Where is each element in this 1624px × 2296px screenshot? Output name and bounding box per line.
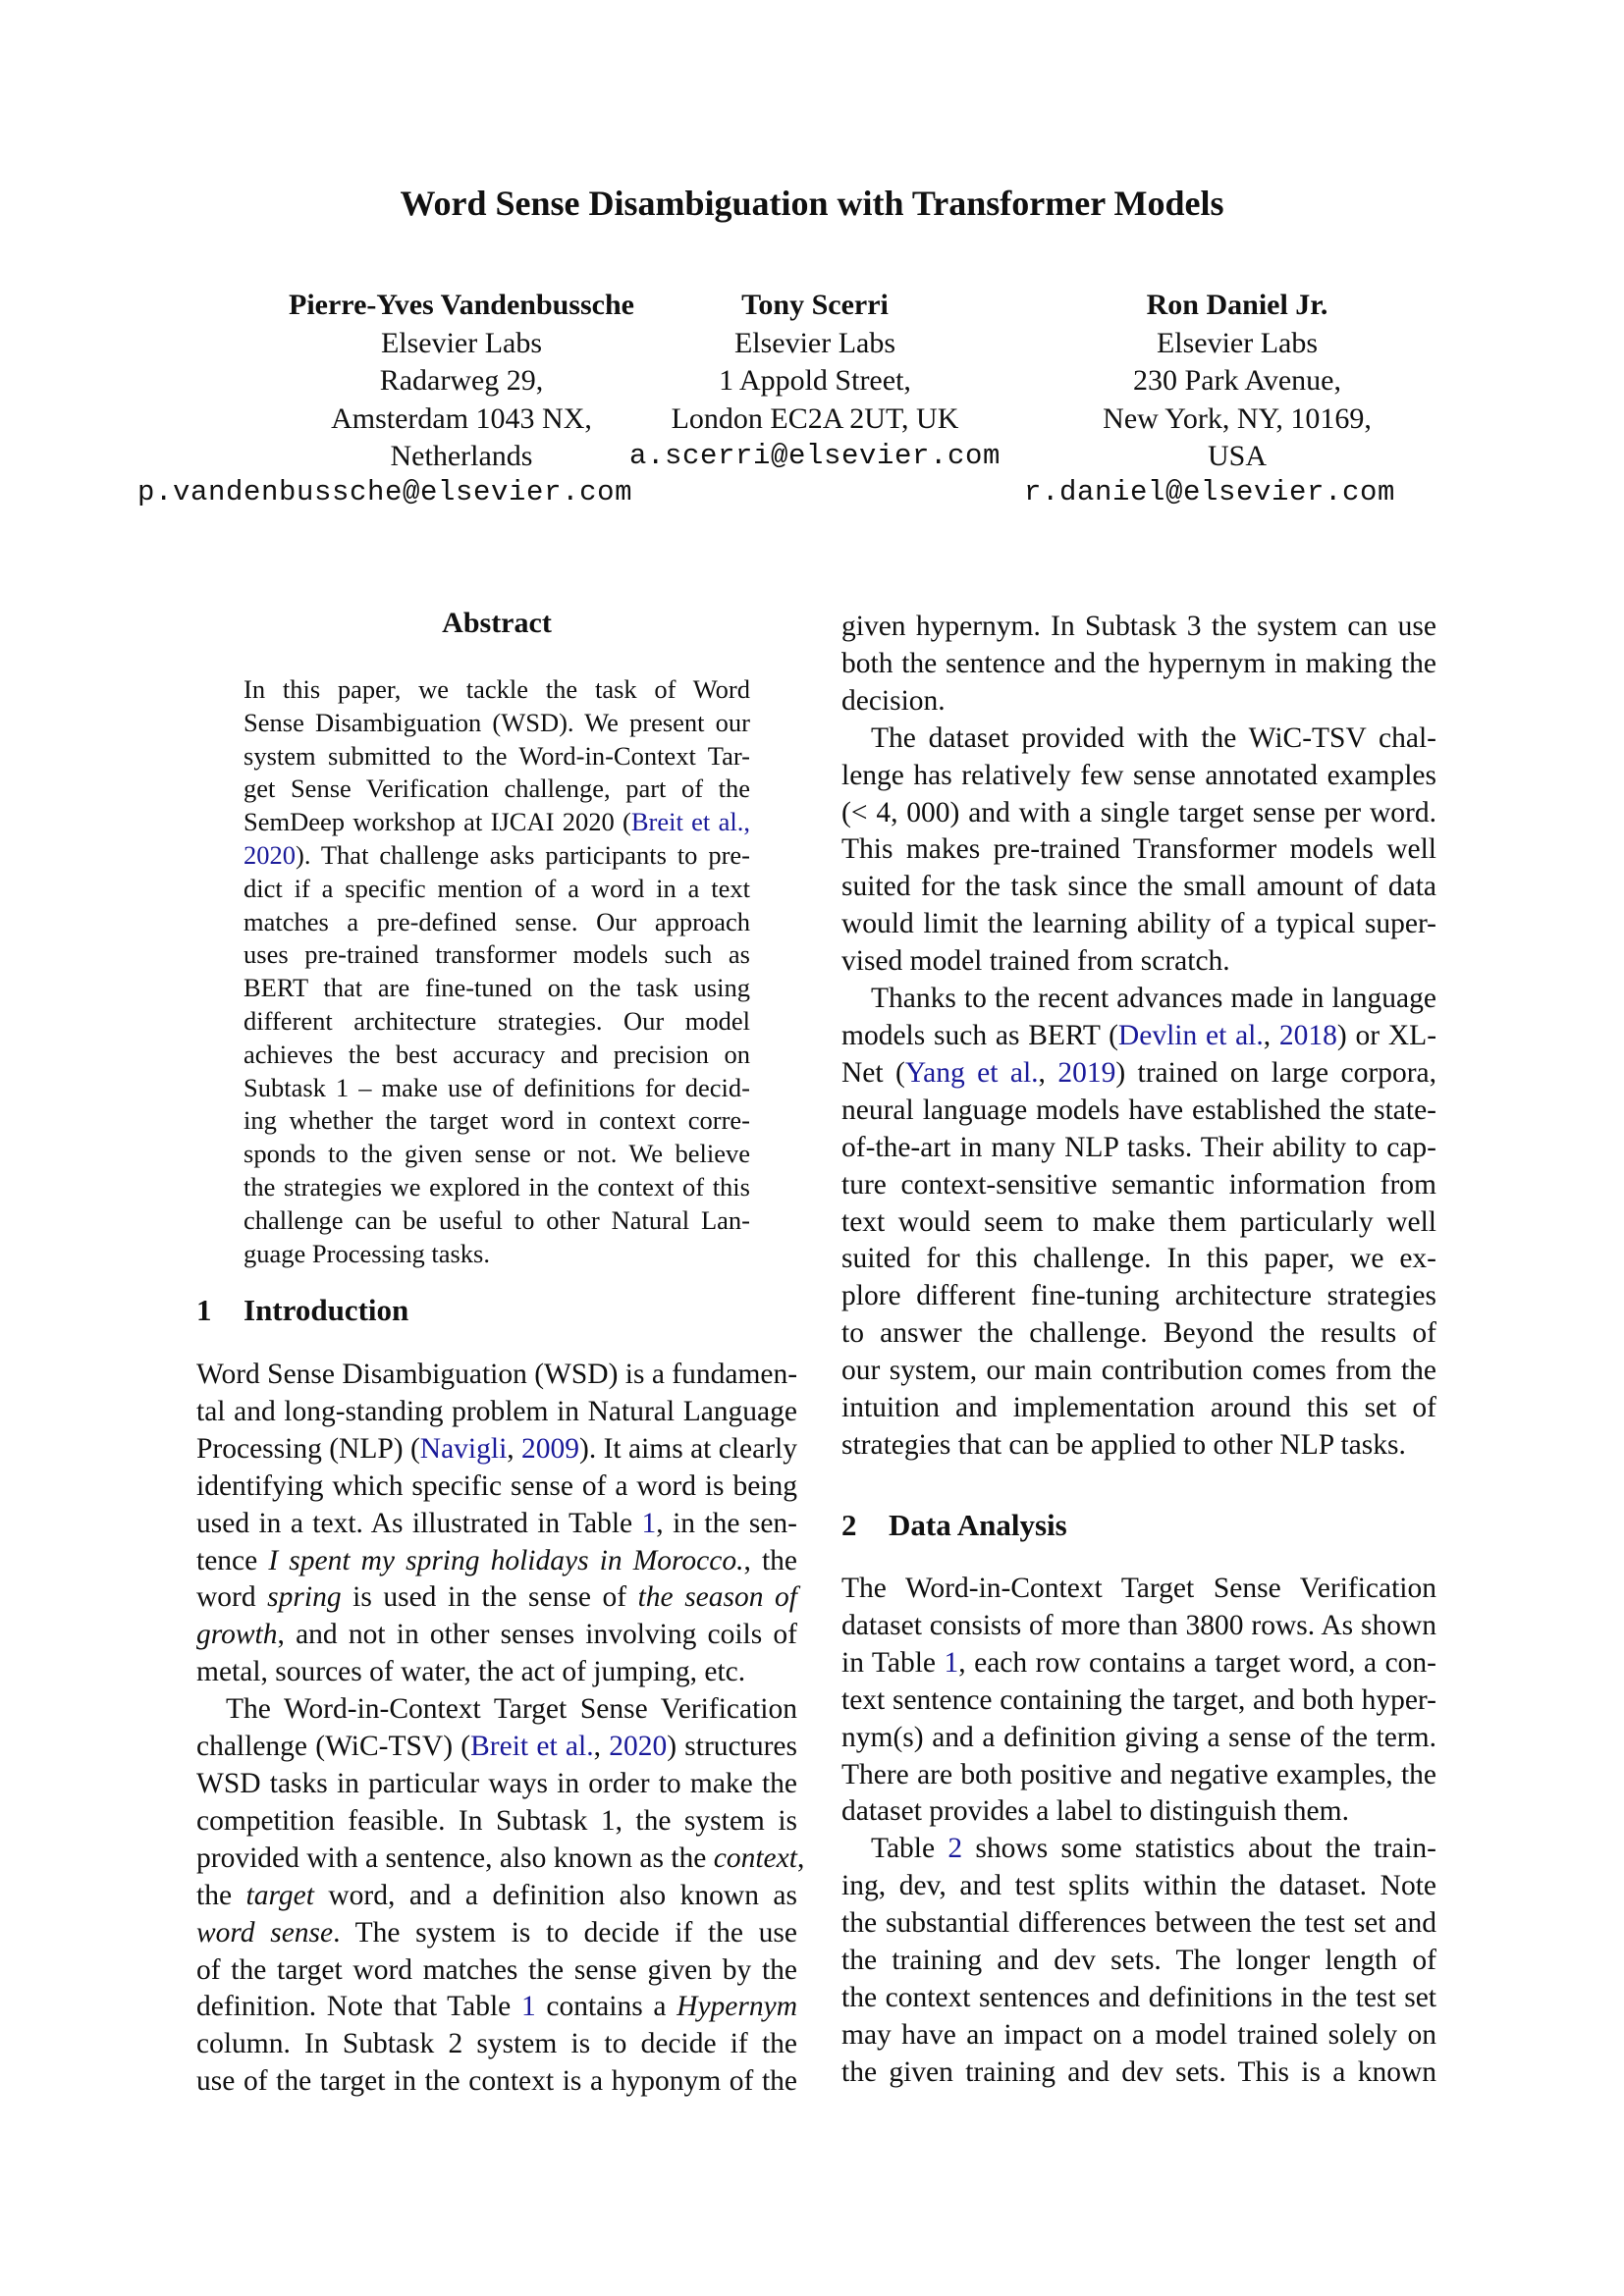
abstract-line: get Sense Verification challenge, part of the	[244, 774, 750, 804]
citation-link[interactable]: 2020	[244, 839, 296, 870]
text: ,	[796, 1842, 805, 1874]
text-line: ing, dev, and test splits within the dataset. Note	[841, 1870, 1436, 1902]
abstract-line: Sense Disambiguation (WSD). We present our	[244, 707, 750, 737]
text-line: use of the target in the context is a hyponym of the	[196, 2065, 797, 2098]
section-heading-introduction	[196, 1293, 408, 1328]
citation-link[interactable]: 2018	[1278, 1019, 1337, 1051]
text-line: This makes pre-trained Transformer models well	[841, 833, 1436, 866]
author-address-line: 230 Park Avenue,	[1133, 364, 1341, 397]
author-address-line: 1 Appold Street,	[719, 364, 911, 397]
text: used in a text. As illustrated in Table	[196, 1507, 642, 1539]
text-line	[196, 1915, 797, 1952]
text: ) trained on large corpora,	[1115, 1056, 1437, 1089]
section-number: 1	[196, 1293, 212, 1327]
table-ref-link[interactable]: 2	[947, 1833, 963, 1865]
text-line: vised model trained from scratch.	[841, 945, 1230, 978]
italic-text: growth	[196, 1619, 278, 1651]
abstract-line: sponds to the given sense or not. We believe	[244, 1139, 750, 1169]
text: models such as BERT (	[841, 1019, 1118, 1051]
citation-link[interactable]: Breit et al.,	[630, 807, 750, 837]
abstract-line: BERT that are fine-tuned on the task using	[244, 973, 750, 1003]
citation-link[interactable]: Devlin et al.	[1117, 1019, 1264, 1051]
italic-text: the season of	[637, 1581, 797, 1614]
text-line	[841, 1645, 1436, 1682]
author-email[interactable]: r.daniel@elsevier.com	[1024, 476, 1396, 508]
text-line	[196, 1841, 805, 1878]
text-line: text sentence containing the target, and both hyper-	[841, 1683, 1436, 1716]
text-line: metal, sources of water, the act of jumping, etc.	[196, 1656, 746, 1688]
text-line: The dataset provided with the WiC-TSV chal-	[871, 721, 1436, 754]
author-address-line: Radarweg 29,	[379, 364, 544, 397]
section-number: 2	[841, 1508, 857, 1542]
abstract-line: ing whether the target word in context corre-	[244, 1105, 750, 1136]
text-line: of the target word matches the sense given by the	[196, 1953, 797, 1986]
text-line: (< 4, 000) and with a single target sense per word.	[841, 796, 1436, 828]
citation-link[interactable]: 2020	[609, 1731, 668, 1763]
text-line: ture context-sensitive semantic information from	[841, 1168, 1436, 1201]
text-line: the given training and dev sets. This is a known	[841, 2056, 1436, 2088]
left-column-text	[196, 1357, 805, 2101]
citation-link[interactable]: Breit et al.	[470, 1731, 594, 1763]
author-block-3	[982, 287, 1492, 476]
author-name: Ron Daniel Jr.	[1146, 289, 1328, 321]
table-ref-link[interactable]: 1	[520, 1991, 536, 2023]
text: tence	[196, 1544, 269, 1576]
text-line: tal and long-standing problem in Natural Language	[196, 1395, 797, 1427]
text-line: column. In Subtask 2 system is to decide if the	[196, 2028, 797, 2060]
text-line: our system, our main contribution comes from the	[841, 1355, 1436, 1387]
author-address-line: Amsterdam 1043 NX,	[331, 401, 592, 435]
text-line: dataset provides a label to distinguish them.	[841, 1795, 1349, 1828]
abstract-line: achieves the best accuracy and precision on	[244, 1039, 750, 1069]
text: , and not in other senses involving coils of	[277, 1619, 797, 1651]
abstract-line: different architecture strategies. Our model	[244, 1005, 750, 1036]
abstract-line: the strategies we explored in the context of this	[244, 1171, 750, 1201]
text-line	[841, 1055, 1436, 1093]
author-affiliation: Elsevier Labs	[380, 326, 543, 359]
table-ref-link[interactable]: 1	[641, 1507, 657, 1539]
citation-link[interactable]: Navigli	[419, 1432, 508, 1465]
text-line: lenge has relatively few sense annotated examples	[841, 759, 1436, 791]
text: provided with a sentence, also known as the	[196, 1842, 714, 1874]
text-line	[196, 1878, 797, 1915]
text-line: the training and dev sets. The longer length of	[841, 1945, 1436, 1977]
author-address-line: London EC2A 2UT, UK	[671, 401, 959, 435]
text: ,	[593, 1731, 610, 1763]
text: is used in the sense of	[341, 1581, 638, 1614]
abstract-line	[244, 839, 750, 873]
author-name: Pierre-Yves Vandenbussche	[289, 289, 634, 321]
text-line	[196, 1617, 797, 1654]
text-line: of-the-art in many NLP tasks. Their ability to cap-	[841, 1131, 1436, 1163]
text-line: suited for this challenge. In this paper, we ex-	[841, 1243, 1436, 1275]
section-heading-data-analysis	[841, 1508, 1067, 1543]
text-line	[196, 1431, 797, 1468]
text-line: strategies that can be applied to other NLP tasks.	[841, 1428, 1406, 1461]
text-line: competition feasible. In Subtask 1, the system is	[196, 1804, 797, 1837]
text-line	[196, 1989, 797, 2026]
text: definition. Note that Table	[196, 1991, 521, 2023]
text-line: The Word-in-Context Target Sense Verification	[226, 1693, 797, 1726]
italic-text: context	[713, 1842, 797, 1874]
author-email[interactable]: a.scerri@elsevier.com	[628, 440, 1001, 472]
abstract-heading: Abstract	[442, 607, 552, 639]
abstract-line: system submitted to the Word-in-Context Tar-	[244, 740, 750, 771]
text-line: intuition and implementation around this set of	[841, 1392, 1436, 1424]
text: . The system is to decide if the use	[333, 1916, 797, 1949]
text-line: plore different fine-tuning architecture strategies	[841, 1280, 1436, 1312]
italic-text: target	[245, 1879, 314, 1911]
text: ) structures	[667, 1731, 797, 1763]
author-affiliation: Elsevier Labs	[733, 326, 896, 359]
text-line: Word Sense Disambiguation (WSD) is a fundamen-	[196, 1359, 798, 1390]
abstract-line: Subtask 1 – make use of definitions for decid-	[244, 1072, 750, 1102]
abstract-line: guage Processing tasks.	[244, 1238, 490, 1268]
text: ,	[507, 1432, 522, 1465]
text-line: identifying which specific sense of a word is being	[196, 1469, 797, 1502]
italic-text: spring	[267, 1581, 342, 1614]
text-line: would limit the learning ability of a typical super-	[841, 908, 1436, 940]
table-ref-link[interactable]: 1	[944, 1646, 959, 1679]
text-line	[196, 1579, 797, 1617]
citation-link[interactable]: 2009	[521, 1432, 580, 1465]
text: shows some statistics about the train-	[962, 1833, 1436, 1865]
italic-text: Hypernym	[677, 1991, 798, 2023]
text: ,	[1263, 1019, 1279, 1051]
text: ,	[1038, 1056, 1058, 1089]
italic-text: I spent my spring holidays in Morocco.	[268, 1544, 744, 1576]
text-line: may have an impact on a model trained solely on	[841, 2018, 1436, 2051]
abstract-line: matches a pre-defined sense. Our approach	[244, 906, 750, 936]
author-name: Tony Scerri	[741, 289, 889, 321]
author-address-line: New York, NY, 10169,	[1103, 401, 1372, 435]
text-line: text would seem to make them particularly well	[841, 1205, 1436, 1238]
text-line: given hypernym. In Subtask 3 the system can use	[841, 611, 1436, 642]
text: , each row contains a target word, a con-	[958, 1646, 1436, 1679]
text: contains a	[535, 1991, 677, 2023]
text-line: neural language models have established the state-	[841, 1094, 1436, 1126]
author-address-line: Netherlands	[390, 440, 533, 472]
text: Net (	[841, 1056, 905, 1089]
text: , the	[743, 1544, 797, 1576]
section-title: Introduction	[244, 1293, 409, 1327]
text-line	[196, 1543, 797, 1580]
data-analysis-text	[841, 1571, 1436, 2092]
text-line	[196, 1729, 797, 1766]
text-line: suited for the task since the small amount of data	[841, 871, 1436, 903]
text-line: dataset consists of more than 3800 rows. As shown	[841, 1609, 1436, 1641]
text: word	[196, 1581, 268, 1614]
text-line: Thanks to the recent advances made in language	[871, 983, 1436, 1015]
abstract-line: challenge can be useful to other Natural Lan-	[244, 1204, 750, 1235]
text: ). That challenge asks participants to pre-	[296, 839, 750, 870]
text-line	[841, 1831, 1436, 1868]
author-affiliation: Elsevier Labs	[1156, 326, 1319, 359]
author-email[interactable]: p.vandenbussche@elsevier.com	[137, 476, 633, 508]
right-column-text	[841, 609, 1436, 1465]
text: the	[196, 1879, 246, 1911]
text: ) or XL-	[1336, 1019, 1437, 1051]
paper-title: Word Sense Disambiguation with Transformer Models	[400, 184, 1224, 223]
text-line: to answer the challenge. Beyond the results of	[841, 1317, 1436, 1350]
abstract-line	[244, 806, 750, 839]
section-title: Data Analysis	[889, 1508, 1067, 1542]
text: Processing (NLP) (	[196, 1432, 420, 1465]
abstract-line: In this paper, we tackle the task of Word	[244, 674, 750, 704]
text-line: the context sentences and definitions in the test set	[841, 1981, 1436, 2013]
abstract-line: dict if a specific mention of a word in a text	[244, 873, 750, 903]
author-address-line: USA	[1207, 440, 1267, 472]
text-line: WSD tasks in particular ways in order to make the	[196, 1767, 797, 1799]
abstract-body	[244, 673, 750, 1270]
text-line: nym(s) and a definition giving a sense of the term.	[841, 1721, 1436, 1753]
text-line: The Word-in-Context Target Sense Verification	[841, 1573, 1436, 1604]
text: word, and a definition also known as	[313, 1879, 797, 1911]
text-line	[841, 1018, 1436, 1055]
text: in Table	[841, 1646, 945, 1679]
text: SemDeep workshop at IJCAI 2020 (	[244, 807, 631, 837]
author-block-2	[609, 287, 1021, 476]
text-line: decision.	[841, 684, 946, 717]
abstract-line: uses pre-trained transformer models such as	[244, 939, 750, 970]
text-line: There are both positive and negative examples, the	[841, 1758, 1436, 1790]
text: ). It aims at clearly	[579, 1432, 798, 1465]
text: , in the sen-	[656, 1507, 797, 1539]
text: Table	[871, 1833, 948, 1865]
citation-link[interactable]: 2019	[1057, 1056, 1116, 1089]
text-line	[196, 1506, 797, 1543]
text-line: the substantial differences between the test set and	[841, 1907, 1436, 1940]
text-line: both the sentence and the hypernym in making the	[841, 647, 1436, 679]
text: challenge (WiC-TSV) (	[196, 1731, 471, 1763]
citation-link[interactable]: Yang et al.	[904, 1056, 1039, 1089]
italic-text: word sense	[196, 1916, 334, 1949]
